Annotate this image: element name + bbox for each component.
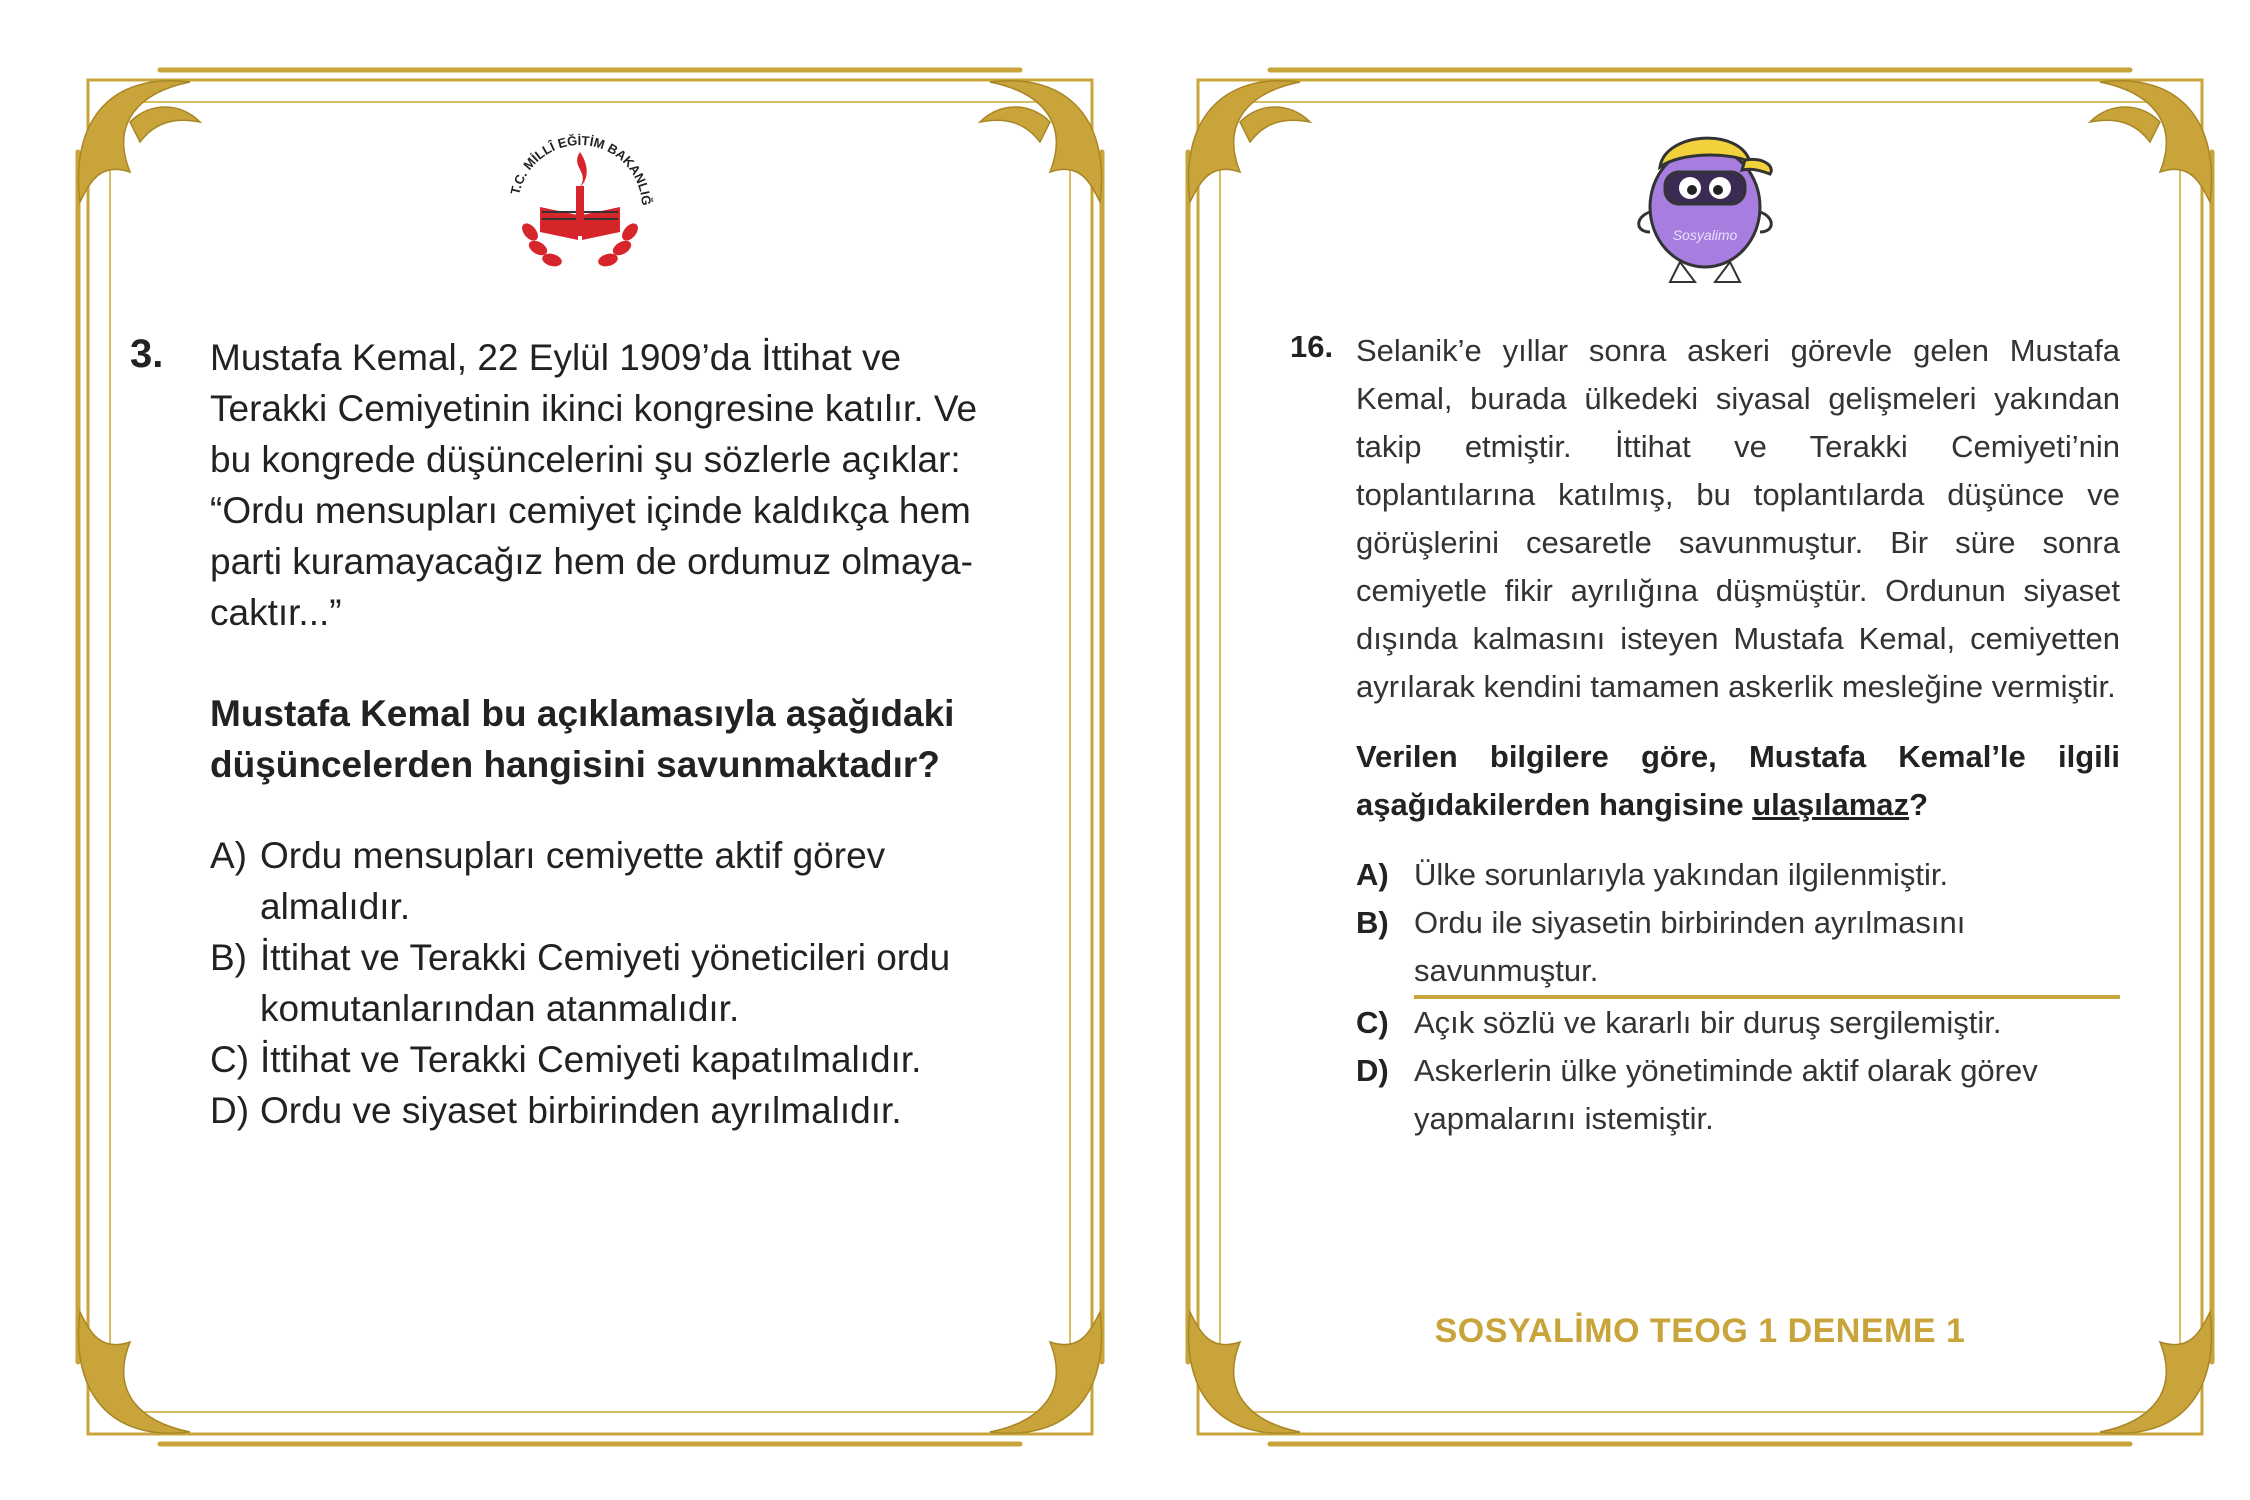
stem-line: caktır...” [210, 592, 342, 633]
question-stem [210, 332, 1050, 638]
option-a[interactable]: A) Ülke sorunlarıyla yakından ilgilenmiştir. [1356, 857, 1949, 892]
emblem-ring-text: T.C. MİLLÎ EĞİTİM BAKANLIĞ [507, 132, 655, 207]
question-stem: Selanik’e yıllar sonra askeri görevle gelen Mustafa Kemal, burada ülkedeki siyasal gelişmeleri yakından takip etmiştir. İttihat ve Terakki Cemiyeti’nin toplantılarına katılmış, bu toplantılarda düşünce ve görüşlerini cesaretle savunmuştur. Bir süre sonra cemiyetle fikir ayrılığına düşmüştür. Ordunun siyaset dışında kalmasını isteyen Mustafa Kemal, cemiyetten ayrılarak kendini tamamen askerlik mesleğine vermiştir. [1356, 333, 2120, 704]
stem-line: parti kuramayacağız hem de ordumuz olmaya- [210, 541, 973, 582]
highlighted-answer: Ordu ile siyasetin birbirinden ayrılmasını savunmuştur. [1414, 899, 2120, 999]
stem-line: bu kongrede düşüncelerini şu sözlerle açıklar: [210, 439, 961, 480]
left-question-card [70, 62, 1110, 1452]
stem-line: Terakki Cemiyetinin ikinci kongresine katılır. Ve [210, 388, 978, 429]
question-number: 16. [1290, 329, 1334, 364]
option-c[interactable]: C) İttihat ve Terakki Cemiyeti kapatılmalıdır. [210, 1039, 922, 1080]
option-b[interactable]: B) İttihat ve Terakki Cemiyeti yöneticileri ordu komutanlarından atanmalıdır. [210, 937, 951, 1029]
option-d[interactable]: D) Ordu ve siyaset birbirinden ayrılmalıdır. [210, 1090, 902, 1131]
mascot-name: Sosyalimo [1672, 227, 1738, 243]
question-number: 3. [130, 332, 164, 376]
stem-line: Mustafa Kemal, 22 Eylül 1909’da İttihat ve [210, 337, 902, 378]
sosyalimo-mascot-icon [1620, 112, 1790, 292]
negative-keyword: ulaşılamaz [1752, 787, 1910, 822]
option-a[interactable]: A) Ordu mensupları cemiyette aktif görev almalıdır. [210, 835, 886, 927]
svg-text:T.C. MİLLÎ EĞİTİM BAKANLIĞI [490, 112, 654, 206]
answer-options [1356, 851, 2120, 1143]
question-prompt: Verilen bilgilere göre, Mustafa Kemal’le ilgili aşağıdakilerden hangisine ulaşılamaz? [1356, 739, 2120, 822]
option-b[interactable]: B) Ordu ile siyasetin birbirinden ayrılmasını savunmuştur. [1356, 899, 2120, 999]
stem-line: “Ordu mensupları cemiyet içinde kaldıkça hem [210, 490, 971, 531]
meb-emblem-icon [490, 112, 670, 292]
question-prompt: Mustafa Kemal bu açıklamasıyla aşağıdaki düşüncelerden hangisini savunmaktadır? [210, 693, 955, 785]
option-c[interactable]: C) Açık sözlü ve kararlı bir duruş sergilemiştir. [1356, 1005, 2002, 1040]
question-16 [1290, 327, 2120, 1143]
question-3 [130, 332, 1050, 1136]
footer-title: SOSYALİMO TEOG 1 DENEME 1 [1434, 1312, 1966, 1350]
right-question-card [1180, 62, 2220, 1452]
answer-options [210, 830, 1050, 1136]
option-d[interactable]: D) Askerlerin ülke yönetiminde aktif olarak görev yapmalarını istemiştir. [1356, 1053, 2038, 1136]
